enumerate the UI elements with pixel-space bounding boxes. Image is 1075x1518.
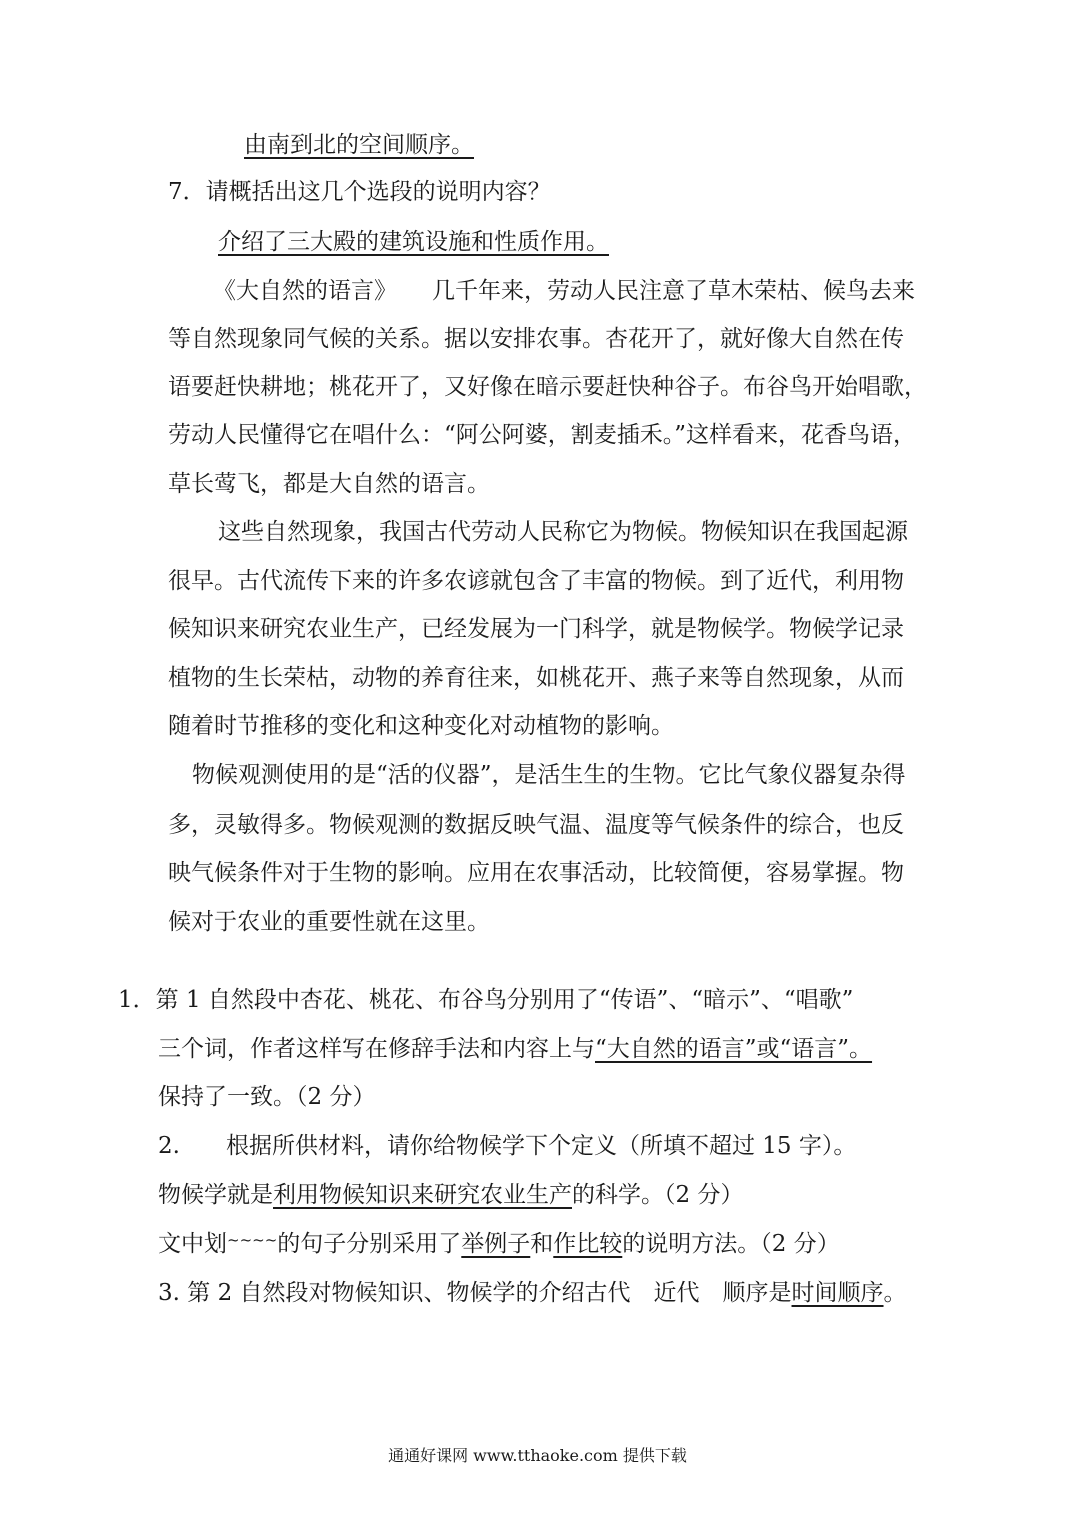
- passage-p3-line1: 物候观测使用的是“活的仪器”，是活生生的生物。它比气象仪器复杂得: [192, 762, 906, 788]
- page-footer: 通通好课网 www.tthaoke.com 提供下载: [388, 1446, 687, 1465]
- passage-p2-line3: 候知识来研究农业生产，已经发展为一门科学，就是物候学。物候学记录: [168, 616, 904, 642]
- passage-p3-line2: 多，灵敏得多。物候观测的数据反映气温、温度等气候条件的综合，也反: [168, 812, 904, 838]
- methods-text-and: 和: [530, 1231, 554, 1257]
- passage-p2-line5: 随着时节推移的变化和这种变化对动植物的影响。: [168, 713, 674, 739]
- passage-p1-line3: 语要赶快耕地；桃花开了，又好像在暗示要赶快种谷子。布谷鸟开始唱歌，: [168, 374, 927, 400]
- question-2-line3: [158, 1229, 840, 1259]
- passage-p1-line1: 几千年来，劳动人民注意了草木荣枯、候鸟去来: [432, 278, 915, 304]
- methods-text: 文中划: [158, 1231, 227, 1257]
- question-2-line1: 2. 根据所供材料，请你给物候学下个定义（所填不超过 15 字）。: [158, 1133, 857, 1159]
- passage-p2-line1: 这些自然现象，我国古代劳动人民称它为物候。物候知识在我国起源: [218, 519, 908, 545]
- question-3-answer: 时间顺序: [791, 1280, 884, 1306]
- passage-p1-line5: 草长莺飞，都是大自然的语言。: [168, 471, 490, 497]
- methods-text-mid: 的句子分别采用了: [277, 1231, 462, 1257]
- question-2-text: 物候学就是: [158, 1182, 273, 1208]
- question-1-line2: [158, 1034, 872, 1064]
- question-3-end: 。: [883, 1280, 907, 1306]
- passage-p3-line3: 映气候条件对于生物的影响。应用在农事活动，比较简便，容易掌握。物: [168, 860, 904, 886]
- question-1-line1: 1．第 1 自然段中杏花、桃花、布谷鸟分别用了“传语”、“暗示”、“唱歌”: [118, 987, 854, 1013]
- passage-p2-line2: 很早。古代流传下来的许多农谚就包含了丰富的物候。到了近代，利用物: [168, 568, 904, 594]
- method-answer-2: 作比较: [553, 1231, 623, 1257]
- passage-p2-line4: 植物的生长荣枯，动物的养育往来，如桃花开、燕子来等自然现象，从而: [168, 665, 904, 691]
- passage-p3-line4: 候对于农业的重要性就在这里。: [168, 909, 490, 935]
- wavy-mark: ~~~~: [227, 1231, 278, 1249]
- question-1-line3: 保持了一致。（2 分）: [158, 1084, 376, 1110]
- method-answer-1: 举例子: [461, 1231, 531, 1257]
- methods-text-end: 的说明方法。（2 分）: [622, 1231, 840, 1257]
- question-1-text: 三个词，作者这样写在修辞手法和内容上与: [158, 1036, 595, 1062]
- question-3-text: 3. 第 2 自然段对物候知识、物候学的介绍古代 近代 顺序是: [158, 1280, 792, 1306]
- passage-title: 《大自然的语言》: [213, 278, 397, 304]
- passage-p1-line4: 劳动人民懂得它在唱什么：“阿公阿婆，割麦插禾。”这样看来，花香鸟语，: [168, 422, 917, 448]
- question-2-answer: 利用物候知识来研究农业生产: [273, 1182, 572, 1208]
- answer-6-tail: 由南到北的空间顺序。: [244, 132, 474, 158]
- passage-p1-line2: 等自然现象同气候的关系。据以安排农事。杏花开了，就好像大自然在传: [168, 326, 904, 352]
- answer-7: 介绍了三大殿的建筑设施和性质作用。: [218, 229, 609, 255]
- question-2-text-end: 的科学。（2 分）: [572, 1182, 744, 1208]
- question-3-line: [158, 1278, 907, 1308]
- question-1-answer: “大自然的语言”或“语言”。: [595, 1036, 873, 1062]
- question-7: 7．请概括出这几个选段的说明内容？: [168, 179, 551, 205]
- question-2-line2: [158, 1180, 743, 1210]
